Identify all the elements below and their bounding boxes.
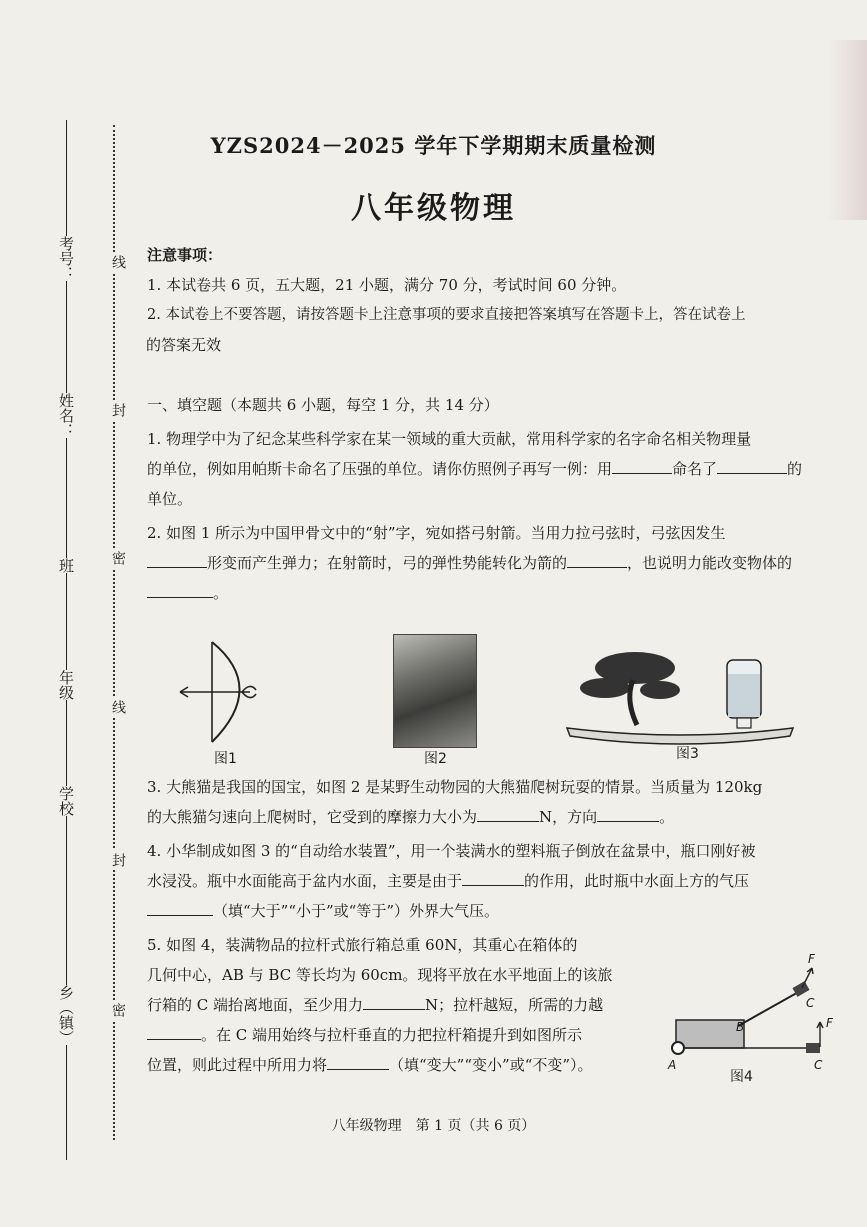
question-5: 5. 如图 4，装满物品的拉杆式旅行箱总重 60N，其重心在箱体的 几何中心，AB 与 BC 等长均为 60cm。现将平放在水平地面上的该旅 行箱的 C 端抬离地面，至少用力 N；拉杆越短，所需的力越 。在 C 端用始终与拉杆垂直的力把拉杆箱提升到如图所示 位置，则此过程中所用力将 （填“变大”“变小”或“不变”）。 (147, 936, 613, 1074)
question-1: 1. 物理学中为了纪念某些科学家在某一领域的重大贡献，常用科学家的名字命名相关物理量 的单位，例如用帕斯卡命名了压强的单位。请你仿照例子再写一例：用 命名了 的 单位。 (147, 430, 803, 508)
answer-blank (462, 869, 524, 886)
question-4: 4. 小华制成如图 3 的“自动给水装置”，用一个装满水的塑料瓶子倒放在盆景中，瓶口刚好被 水浸没。瓶中水面能高于盆内水面，主要是由于 的作用，此时瓶中水面上方的气压 （填“大于”“小于”或“等于”）外界大气压。 (147, 842, 756, 920)
question-3: 3. 大熊猫是我国的国宝，如图 2 是某野生动物园的大熊猫爬树玩耍的情景。当质量为 120kg 的大熊猫匀速向上爬树时，它受到的摩擦力大小为 N，方向 。 (147, 778, 763, 826)
bow-arrow-figure (172, 632, 272, 747)
section-1-title: 一、填空题（本题共 6 小题，每空 1 分，共 14 分） (147, 396, 499, 414)
answer-blank (147, 899, 213, 916)
answer-blank (147, 581, 213, 598)
point-b-label: B (736, 1020, 745, 1034)
point-c-bottom-label: C (814, 1058, 823, 1072)
force-f-right-label: F (826, 1016, 833, 1030)
seal-mi-top: 密 (108, 548, 128, 568)
question-2: 2. 如图 1 所示为中国甲骨文中的“射”字，宛如搭弓射箭。当用力拉弓弦时，弓弦因发生 形变而产生弹力；在射箭时，弓的弹性势能转化为箭的 ，也说明力能改变物体的 。 (147, 524, 793, 602)
point-c-top-label: C (806, 996, 815, 1010)
figure-1-label: 图1 (214, 751, 237, 767)
exam-title: YZS2024－2025 学年下学期期末质量检测 (210, 133, 657, 158)
seal-xian-bottom: 线 (108, 697, 128, 717)
answer-blank (597, 805, 659, 822)
seal-feng-bottom: 封 (108, 850, 128, 870)
figure-4-label: 图4 (730, 1069, 753, 1085)
seal-mi-bottom: 密 (108, 1000, 128, 1020)
note-item-1: 1. 本试卷共 6 页，五大题，21 小题，满分 70 分，考试时间 60 分钟。 (147, 276, 627, 294)
panda-photo (393, 634, 477, 748)
label-xiangzhen: 乡（镇） (57, 985, 75, 1045)
answer-blank (717, 457, 787, 474)
seal-feng-top: 封 (108, 400, 128, 420)
figure-3-label: 图3 (676, 746, 699, 762)
answer-blank (147, 1023, 201, 1040)
bonsai-bottle-figure (565, 640, 795, 745)
point-a-label: A (668, 1058, 677, 1072)
answer-blank (147, 551, 207, 568)
label-kaohao: 考号： (57, 236, 75, 281)
seal-dotted-line (113, 125, 115, 1140)
label-ban: 班 (57, 558, 75, 573)
answer-blank (612, 457, 672, 474)
answer-blank (567, 551, 627, 568)
notes-block (147, 240, 837, 360)
answer-blank (477, 805, 539, 822)
note-item-2-cont: 的答案无效 (146, 336, 222, 354)
answer-blank (363, 993, 425, 1010)
answer-blank (327, 1053, 389, 1070)
force-f-top-label: F (808, 952, 815, 966)
subject-title: 八年级物理 (351, 191, 516, 226)
label-xingming: 姓名： (57, 393, 75, 438)
label-xuexiao: 学校 (57, 786, 75, 816)
page-footer: 八年级物理 第 1 页（共 6 页） (331, 1118, 536, 1134)
section-1 (147, 390, 837, 608)
notes-heading: 注意事项： (147, 246, 223, 264)
figure-2-label: 图2 (424, 751, 447, 767)
label-nianji: 年级 (57, 670, 75, 700)
note-item-2: 2. 本试卷上不要答题，请按答题卡上注意事项的要求直接把答案填写在答题卡上，答在试卷上 (147, 307, 746, 323)
seal-xian-top: 线 (108, 252, 128, 272)
